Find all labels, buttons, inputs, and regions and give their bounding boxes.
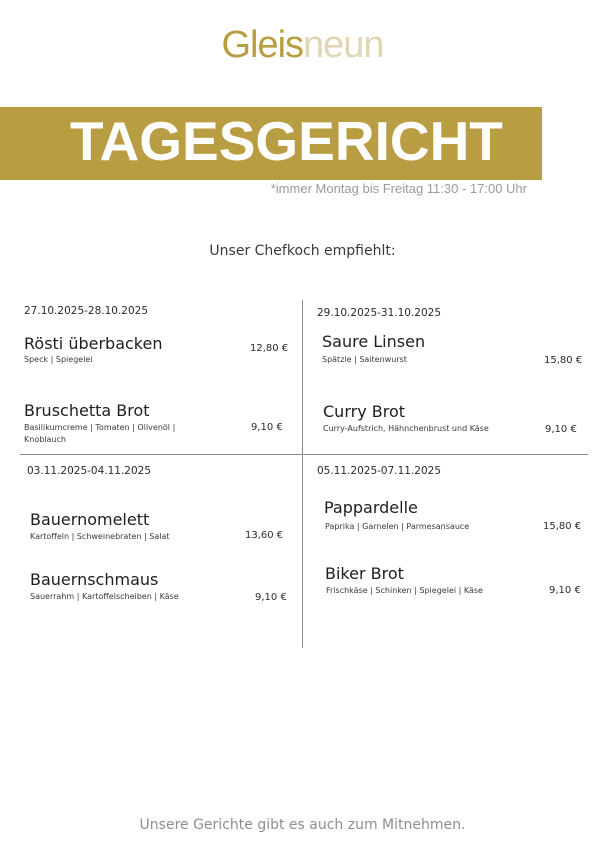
week-2-dish-1-price: 15,80 € xyxy=(544,355,583,366)
week-3-dish-2-price: 9,10 € xyxy=(255,592,287,603)
brand-logo-part2: neun xyxy=(303,24,384,66)
week-1-dish-2-desc: Basilikumcreme | Tomaten | Olivenöl | Knoblauch xyxy=(24,423,176,444)
week-4-dish-2-desc: Frischkäse | Schinken | Spiegelei | Käse xyxy=(326,586,483,595)
week-3-dish-2-name: Bauernschmaus xyxy=(30,570,159,589)
intro-text: Unser Chefkoch empfiehlt: xyxy=(209,243,396,259)
week-3-dish-1-price: 13,60 € xyxy=(245,530,284,541)
opening-hours-note: *immer Montag bis Freitag 11:30 - 17:00 Uhr xyxy=(270,181,527,196)
brand-logo xyxy=(0,24,605,67)
week-1-dish-2-price: 9,10 € xyxy=(251,422,283,433)
week-2-dish-1-desc: Spätzle | Saitenwurst xyxy=(322,355,407,364)
week-2-dish-2-desc: Curry-Aufstrich, Hähnchenbrust und Käse xyxy=(323,424,489,433)
week-4-dish-2-price: 9,10 € xyxy=(549,585,581,596)
week-3-dish-2-desc: Sauerrahm | Kartoffelscheiben | Käse xyxy=(30,592,179,601)
week-1-dish-1-price: 12,80 € xyxy=(250,343,289,354)
week-3-date: 03.11.2025-04.11.2025 xyxy=(27,465,152,477)
week-1-dish-2-name: Bruschetta Brot xyxy=(24,401,150,420)
week-4-date: 05.11.2025-07.11.2025 xyxy=(317,465,442,477)
week-4-dish-2-name: Biker Brot xyxy=(325,564,404,583)
brand-logo-part1: Gleis xyxy=(221,24,304,66)
week-1-dish-1-desc: Speck | Spiegelei xyxy=(24,355,93,364)
week-3-dish-1-name: Bauernomelett xyxy=(30,510,150,529)
page-title: TAGESGERICHT xyxy=(70,110,503,172)
week-2-dish-1-name: Saure Linsen xyxy=(322,332,426,351)
week-4-dish-1-price: 15,80 € xyxy=(543,521,582,532)
footer-note: Unsere Gerichte gibt es auch zum Mitnehmen. xyxy=(139,817,466,833)
week-2-date: 29.10.2025-31.10.2025 xyxy=(317,307,442,319)
week-4-dish-1-desc: Paprika | Garnelen | Parmesansauce xyxy=(325,522,470,531)
week-3-dish-1-desc: Kartoffeln | Schweinebraten | Salat xyxy=(30,532,170,541)
week-1-dish-1-name: Rösti überbacken xyxy=(24,334,163,353)
week-1-date: 27.10.2025-28.10.2025 xyxy=(24,305,149,317)
week-4-dish-1-name: Pappardelle xyxy=(324,498,418,517)
horizontal-divider xyxy=(20,454,588,455)
week-2-dish-2-name: Curry Brot xyxy=(323,402,406,421)
week-2-dish-2-price: 9,10 € xyxy=(545,424,577,435)
vertical-divider xyxy=(302,300,303,648)
